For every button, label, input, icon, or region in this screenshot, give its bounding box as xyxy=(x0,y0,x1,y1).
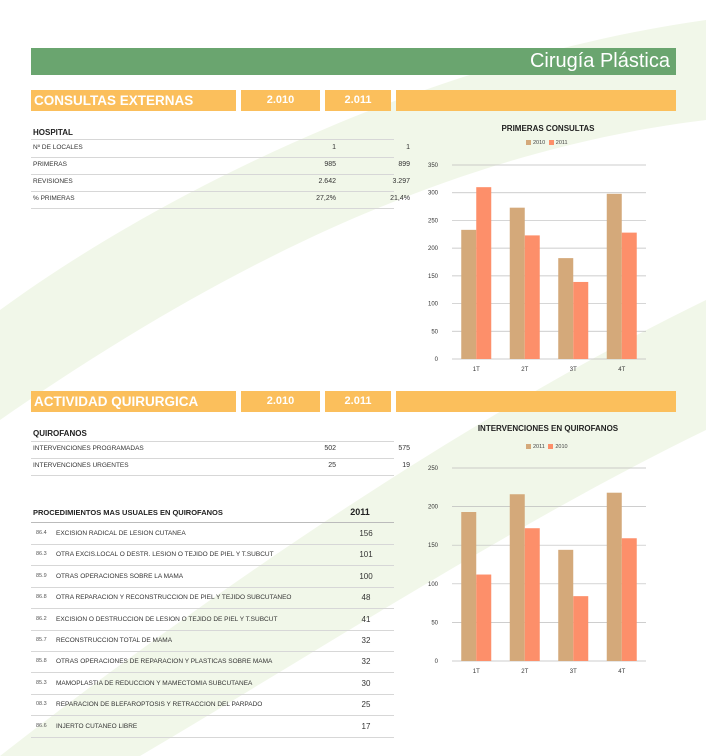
actividad-year-2010: 2.010 xyxy=(241,391,320,412)
row-value-2011: 899 xyxy=(398,161,410,168)
procedure-description: EXCISION RADICAL DE LESION CUTANEA xyxy=(56,530,186,537)
divider xyxy=(31,208,394,209)
bar-2011-1T xyxy=(461,512,476,661)
x-tick-label: 1T xyxy=(472,669,480,675)
row-value-2010: 985 xyxy=(324,161,336,168)
consultas-header-chart-band xyxy=(396,90,676,111)
table-row xyxy=(31,174,410,190)
bar-2011-3T xyxy=(558,550,573,661)
procedure-code: 86.3 xyxy=(36,551,47,558)
bar-2011-1T xyxy=(476,187,491,359)
list-item xyxy=(31,694,393,715)
legend-label: 2010 xyxy=(555,444,568,450)
x-tick-label: 3T xyxy=(569,367,577,373)
row-value-2010: 502 xyxy=(324,445,336,452)
row-label: REVISIONES xyxy=(33,178,73,185)
table-row xyxy=(31,441,410,457)
procedure-code: 08.3 xyxy=(36,701,47,708)
x-tick-label: 4T xyxy=(618,367,626,373)
procedure-description: MAMOPLASTIA DE REDUCCION Y MAMECTOMIA SUBCUTANEA xyxy=(56,679,253,687)
legend-swatch xyxy=(526,140,531,145)
procedure-count: 100 xyxy=(359,571,373,581)
y-tick-label: 250 xyxy=(427,218,438,225)
procedure-count: 30 xyxy=(361,678,371,688)
page-title: Cirugía Plástica xyxy=(529,50,670,72)
procedure-description: RECONSTRUCCION TOTAL DE MAMA xyxy=(56,637,173,644)
y-tick-label: 100 xyxy=(427,581,438,588)
procedure-code: 86.4 xyxy=(36,530,47,536)
table-row xyxy=(31,140,410,156)
legend-label: 2011 xyxy=(555,140,568,146)
x-tick-label: 3T xyxy=(569,669,577,675)
bar-2010-3T xyxy=(558,258,573,359)
chart2-legend xyxy=(526,444,568,450)
y-tick-label: 150 xyxy=(427,273,438,280)
row-value-2011: 19 xyxy=(402,462,410,469)
legend-swatch xyxy=(549,140,554,145)
list-item xyxy=(31,544,393,565)
x-tick-label: 2T xyxy=(521,669,529,675)
row-value-2011: 21,4% xyxy=(390,195,410,202)
procedure-count: 32 xyxy=(361,636,371,645)
bar-2010-1T xyxy=(476,575,491,661)
chart1-title: PRIMERAS CONSULTAS xyxy=(501,124,595,133)
chart1-primeras-consultas xyxy=(420,155,680,380)
row-label: INTERVENCIONES PROGRAMADAS xyxy=(33,445,144,452)
legend-label: 2011 xyxy=(533,444,545,450)
row-label: % PRIMERAS xyxy=(33,195,75,202)
bar-2011-4T xyxy=(622,233,637,359)
y-tick-label: 350 xyxy=(427,163,438,169)
procedure-count: 48 xyxy=(361,593,371,603)
list-item xyxy=(31,673,393,694)
list-item xyxy=(31,716,393,737)
y-tick-label: 0 xyxy=(434,659,438,665)
list-item xyxy=(31,587,393,608)
actividad-year-2011: 2.011 xyxy=(325,391,391,412)
bar-2011-3T xyxy=(573,282,588,359)
procedure-count: 101 xyxy=(359,550,373,560)
list-item xyxy=(31,566,393,587)
legend-swatch xyxy=(526,444,531,449)
procedure-description: INJERTO CUTANEO LIBRE xyxy=(56,722,138,730)
chart2-intervenciones-quirofanos xyxy=(420,460,680,680)
x-tick-label: 2T xyxy=(521,367,529,373)
consultas-year-2010: 2.010 xyxy=(241,90,320,111)
y-tick-label: 150 xyxy=(427,543,438,550)
list-item xyxy=(31,630,393,651)
procedure-code: 86.6 xyxy=(36,722,47,729)
legend-label: 2010 xyxy=(533,140,546,146)
y-tick-label: 200 xyxy=(427,504,438,511)
chart1-legend xyxy=(526,140,568,146)
bar-2010-1T xyxy=(461,230,476,359)
x-tick-label: 4T xyxy=(618,669,626,675)
procedure-count: 17 xyxy=(361,721,371,731)
procedure-description: OTRA REPARACION Y RECONSTRUCCION DE PIEL Y TEJIDO SUBCUTANEO xyxy=(56,594,292,602)
bar-2010-4T xyxy=(607,194,622,359)
procedure-description: EXCISION O DESTRUCCION DE LESION O TEJIDO DE PIEL Y T.SUBCUT xyxy=(56,615,278,623)
bar-2010-2T xyxy=(525,528,540,661)
y-tick-label: 50 xyxy=(431,620,438,627)
procedure-code: 85.8 xyxy=(36,658,47,665)
procedure-count: 41 xyxy=(361,614,371,624)
row-label: PRIMERAS xyxy=(33,161,67,168)
bar-2011-2T xyxy=(510,494,525,661)
y-tick-label: 50 xyxy=(431,329,438,336)
actividad-header: ACTIVIDAD QUIRURGICA xyxy=(31,391,236,412)
list-item xyxy=(31,609,393,630)
legend-swatch xyxy=(548,444,553,449)
procedure-code: 85.7 xyxy=(36,637,47,643)
y-tick-label: 250 xyxy=(427,466,438,472)
row-value-2010: 27,2% xyxy=(316,195,336,202)
actividad-header-chart-band xyxy=(396,391,676,412)
divider xyxy=(31,737,394,738)
y-tick-label: 0 xyxy=(434,357,438,363)
table-row xyxy=(31,157,410,173)
hospital-subtitle: HOSPITAL xyxy=(33,128,73,137)
row-value-2010: 1 xyxy=(332,144,336,151)
chart2-title: INTERVENCIONES EN QUIROFANOS xyxy=(477,424,619,433)
divider xyxy=(31,475,394,476)
consultas-header: CONSULTAS EXTERNAS xyxy=(31,90,236,111)
procedimientos-year: 2011 xyxy=(350,507,370,517)
page-title-bar xyxy=(31,48,676,75)
x-tick-label: 1T xyxy=(472,367,480,373)
row-value-2011: 3.297 xyxy=(392,178,410,185)
y-tick-label: 200 xyxy=(427,246,438,253)
procedure-code: 86.8 xyxy=(36,594,47,601)
consultas-year-2011: 2.011 xyxy=(325,90,391,111)
procedure-description: OTRA EXCIS.LOCAL O DESTR. LESION O TEJIDO DE PIEL Y T.SUBCUT xyxy=(56,551,274,559)
row-value-2010: 2.642 xyxy=(318,178,336,185)
table-row xyxy=(31,458,410,474)
row-label: INTERVENCIONES URGENTES xyxy=(33,462,129,469)
procedure-count: 156 xyxy=(359,529,373,538)
row-value-2011: 1 xyxy=(406,144,410,151)
y-tick-label: 100 xyxy=(427,301,438,308)
row-value-2011: 575 xyxy=(398,445,410,452)
procedure-code: 86.2 xyxy=(36,615,47,622)
procedure-description: OTRAS OPERACIONES SOBRE LA MAMA xyxy=(56,572,184,580)
procedure-description: REPARACION DE BLEFAROPTOSIS Y RETRACCION DEL PARPADO xyxy=(56,701,263,709)
procedure-description: OTRAS OPERACIONES DE REPARACION Y PLASTICAS SOBRE MAMA xyxy=(56,658,273,666)
bar-2010-2T xyxy=(510,208,525,359)
procedure-code: 85.9 xyxy=(36,572,47,579)
row-value-2010: 25 xyxy=(328,462,336,469)
bar-2010-4T xyxy=(622,538,637,661)
table-row xyxy=(31,191,410,207)
bar-2011-2T xyxy=(525,235,540,359)
bar-2011-4T xyxy=(607,493,622,661)
procedure-count: 32 xyxy=(361,657,371,667)
bar-2010-3T xyxy=(573,596,588,661)
quirofanos-subtitle: QUIROFANOS xyxy=(33,429,87,438)
list-item xyxy=(31,651,393,672)
procedure-code: 85.3 xyxy=(36,679,47,686)
y-tick-label: 300 xyxy=(427,190,438,197)
procedimientos-header: PROCEDIMIENTOS MAS USUALES EN QUIROFANOS xyxy=(33,508,223,517)
procedure-count: 25 xyxy=(361,700,371,710)
row-label: Nº DE LOCALES xyxy=(33,144,83,151)
list-item xyxy=(31,523,393,544)
